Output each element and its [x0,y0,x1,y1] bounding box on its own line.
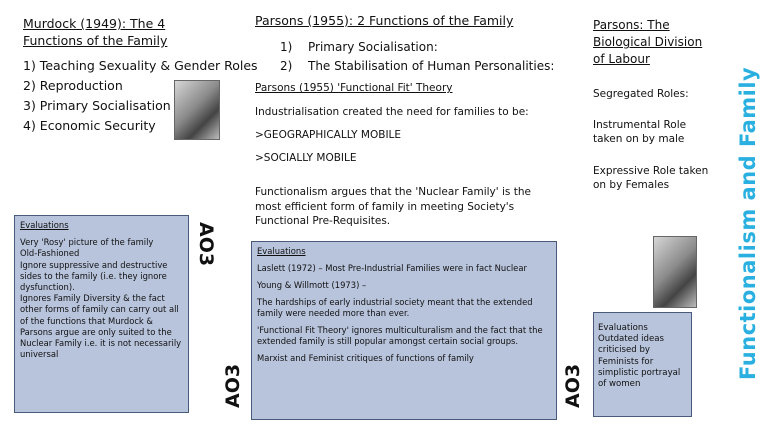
industrialisation-text: Industrialisation created the need for families to be: [255,106,529,118]
list-item: 1) Teaching Sexuality & Gender Roles [23,58,258,73]
murdock-title: Murdock (1949): The 4 Functions of the Family [23,16,168,48]
list-item: 4) Economic Security [23,118,156,133]
parsons-functions-list [280,38,554,76]
expressive-role-text: Expressive Role taken on by Females [593,165,709,191]
evaluation-line: Old-Fashioned [20,248,80,259]
evaluation-heading: Evaluations [20,220,69,230]
list-text: The Stabilisation of Human Personalities: [308,59,555,73]
evaluation-heading: Evaluations [257,246,306,256]
list-text: Primary Socialisation: [308,40,438,54]
evaluation-line: 'Functional Fit Theory' ignores multiculturalism and the fact that the extended family is still popular amongst certain social groups. [257,325,543,346]
evaluation-line: Laslett (1972) – Most Pre-Industrial Families were in fact Nuclear [257,263,527,273]
murdock-functions-list [23,56,258,136]
instrumental-role-text: Instrumental Role taken on by male [593,119,687,145]
evaluation-line: Outdated ideas criticised by Feminists for simplistic portrayal of women [598,334,681,390]
ao3-label: AO3 [195,222,217,267]
biological-division-title: Parsons: The Biological Division of Labour [593,18,703,66]
evaluation-line: Ignores Family Diversity & the fact other forms of family can carry out all of the functions that Murdock & Parsons argue are only suited to the Nuclear Family i.e. it is not necessarily universal [20,293,182,360]
evaluation-box-parsons [251,241,557,420]
list-number: 1) [280,40,293,54]
list-item [280,38,554,57]
evaluation-heading: Evaluations [598,323,648,333]
side-title: Functionalism and Family [736,66,760,380]
list-item: 3) Primary Socialisation [23,98,171,113]
parsons-functions-title: Parsons (1955): 2 Functions of the Family [255,13,514,28]
evaluation-box-biological [593,312,692,417]
nuclear-family-paragraph: Functionalism argues that the 'Nuclear Family' is the most efficient form of family in meeting Society's Functional Pre-Requisites. [255,186,531,227]
evaluation-box-murdock [14,215,189,413]
list-item: 2) Reproduction [23,78,123,93]
segregated-roles-text: Segregated Roles: [593,88,689,100]
geographically-mobile-text: >GEOGRAPHICALLY MOBILE [255,129,402,141]
evaluation-line: Very 'Rosy' picture of the family [20,237,154,248]
evaluation-line: Young & Willmott (1973) – [257,280,367,290]
socially-mobile-text: >SOCIALLY MOBILE [255,152,357,164]
evaluation-line: Marxist and Feminist critiques of functions of family [257,353,474,363]
evaluation-line: The hardships of early industrial society meant that the extended family were needed more than ever. [257,297,533,318]
ao3-label: AO3 [222,363,244,408]
list-item [280,57,554,76]
functional-fit-title: Parsons (1955) 'Functional Fit' Theory [255,82,453,94]
list-number: 2) [280,59,293,73]
ao3-label: AO3 [562,363,584,408]
parsons-portrait-photo [653,236,697,308]
evaluation-line: Ignore suppressive and destructive sides to the family (i.e. they ignore dysfunction). [20,259,168,293]
murdock-portrait-photo [174,80,220,140]
